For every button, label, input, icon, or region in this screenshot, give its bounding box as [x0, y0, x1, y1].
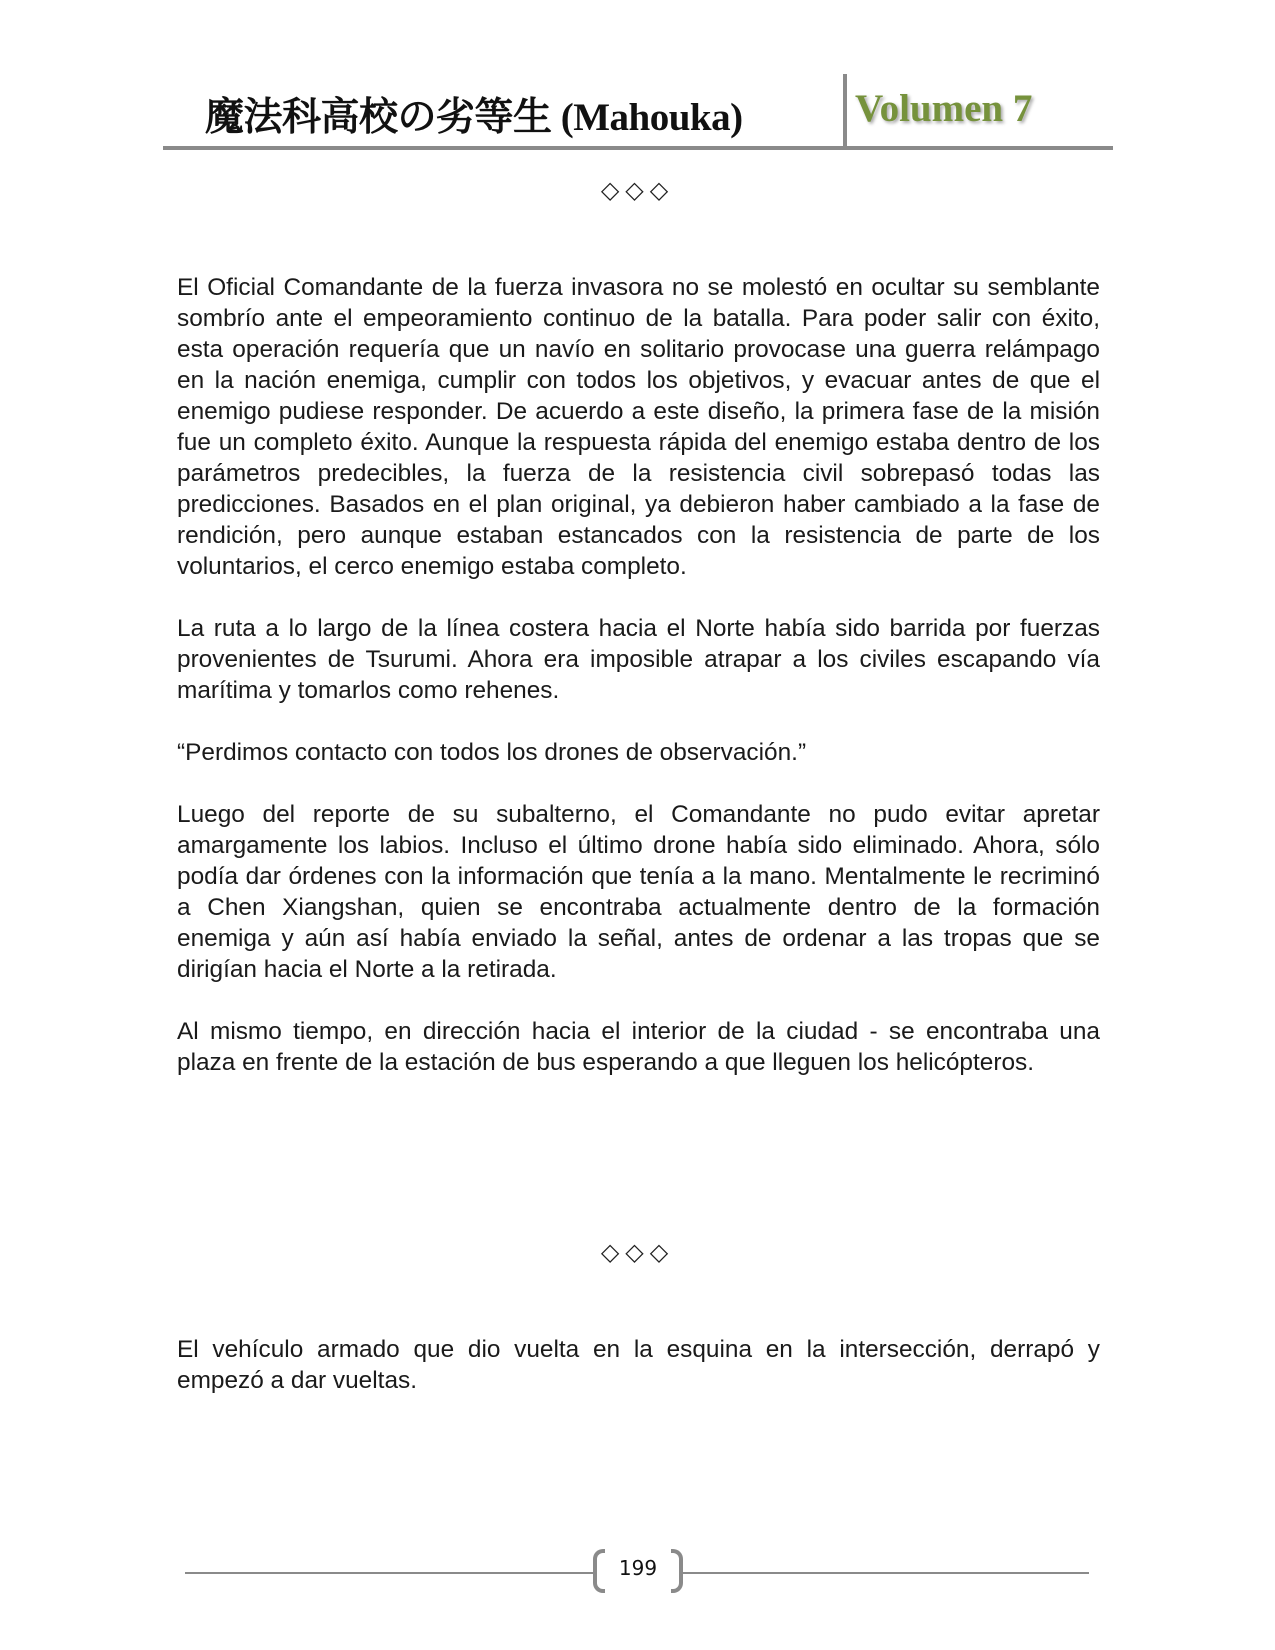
section-1-text — [177, 272, 1100, 1109]
volume-label: Volumen 7 — [855, 87, 1033, 130]
paragraph: El vehículo armado que dio vuelta en la esquina en la intersección, derrapó y empezó a dar vueltas. — [177, 1336, 1100, 1394]
footer-bracket-right — [671, 1549, 683, 1593]
header-divider — [843, 74, 847, 148]
paragraph: El Oficial Comandante de la fuerza invasora no se molestó en ocultar su semblante sombrío ante el empeoramiento continuo de la batalla. Para poder salir con éxito, esta operación requería que un navío en solitario provocase una guerra relámpago en la nación enemiga, cumplir con todos los objetivos, y evacuar antes de que el enemigo pudiese responder. De acuerdo a este diseño, la primera fase de la misión fue un completo éxito. Aunque la respuesta rápida del enemigo estaba dentro de los parámetros predecibles, la fuerza de la resistencia civil sobrepasó todas las predicciones. Basados en el plan original, ya debieron haber cambiado a la fase de rendición, pero aunque estaban estancados con la resistencia de parte de los voluntarios, el cerco enemigo estaba completo. — [177, 274, 1100, 580]
page-header — [163, 72, 1113, 150]
paragraph: Luego del reporte de su subalterno, el Comandante no pudo evitar apretar amargamente los labios. Incluso el último drone había sido eliminado. Ahora, sólo podía dar órdenes con la información que tenía a la mano. Mentalmente le recriminó a Chen Xiangshan, quien se encontraba actualmente dentro de la formación enemiga y aún así había enviado la señal, antes de ordenar a las tropas que se dirigían hacia el Norte a la retirada. — [177, 801, 1100, 983]
section-2-text — [177, 1334, 1100, 1427]
header-rule — [163, 146, 1113, 150]
book-title: 魔法科高校の劣等生 (Mahouka) — [205, 96, 743, 139]
footer-bracket-left — [593, 1549, 605, 1593]
footer-rule-right — [683, 1572, 1089, 1574]
scene-separator-top: ◇◇◇ — [600, 176, 675, 204]
paragraph: La ruta a lo largo de la línea costera hacia el Norte había sido barrida por fuerzas provenientes de Tsurumi. Ahora era imposible atrapar a los civiles escapando vía marítima y tomarlos como rehenes. — [177, 615, 1100, 704]
paragraph: Al mismo tiempo, en dirección hacia el interior de la ciudad - se encontraba una plaza en frente de la estación de bus esperando a que lleguen los helicópteros. — [177, 1018, 1100, 1076]
scene-separator-middle: ◇◇◇ — [600, 1238, 675, 1266]
paragraph: “Perdimos contacto con todos los drones de observación.” — [177, 739, 807, 766]
page-number: 199 — [618, 1556, 658, 1580]
footer-rule-left — [185, 1572, 593, 1574]
